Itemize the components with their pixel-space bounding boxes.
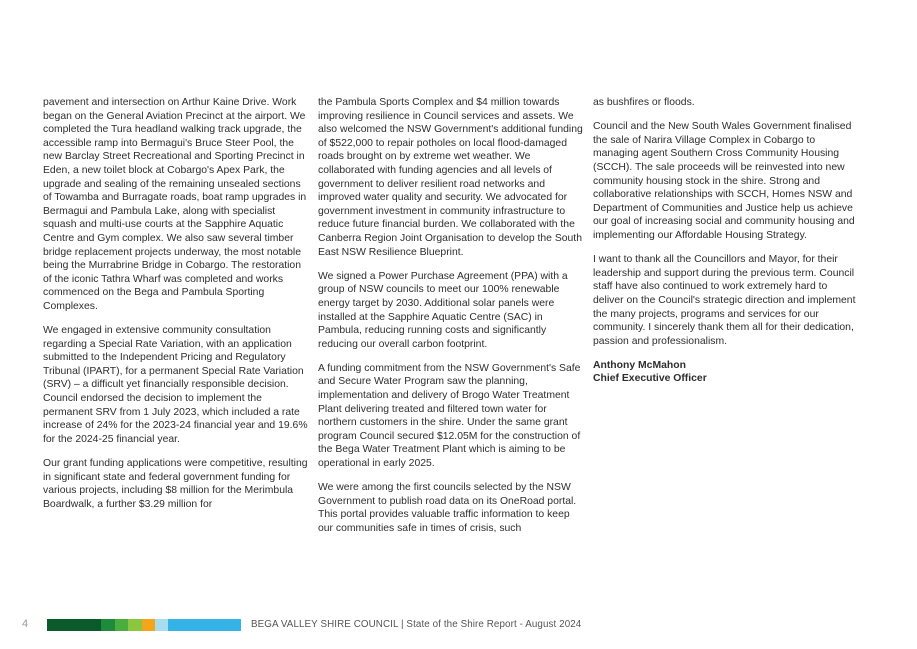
color-segment — [101, 619, 115, 631]
paragraph: We engaged in extensive community consultation regarding a Special Rate Variation, with an application submitted to the Independent Pricing and Regulatory Tribunal (IPART), for a permanent Special Rate Variation (SRV) – a difficult yet financially responsible decision. Council endorsed the decision to implement the permanent SRV from 1 July 2023, which included a rate increase of 24% for the 2023-24 financial year and 19.6% for the 2024-25 financial year. — [43, 325, 308, 445]
text-column-3 — [593, 96, 857, 386]
signature-block — [593, 359, 857, 386]
color-segment — [128, 619, 142, 631]
paragraph: as bushfires or floods. — [593, 97, 695, 108]
paragraph: We were among the first councils selected by the NSW Government to publish road data on its OneRoad portal. This portal provides valuable traffic information to keep our communities safe in times of crisis, such — [318, 482, 577, 534]
color-segment — [115, 619, 128, 631]
color-segment — [168, 619, 241, 631]
paragraph: Our grant funding applications were competitive, resulting in significant state and federal government funding for various projects, including $8 million for the Merimbula Boardwalk, a further $3.29 million for — [43, 458, 308, 510]
paragraph: We signed a Power Purchase Agreement (PPA) with a group of NSW councils to meet our 100% renewable energy target by 2030. Additional solar panels were installed at the Sapphire Aquatic Centre (SAC) in Pambula, reducing running costs and significantly reducing our overall carbon footprint. — [318, 270, 568, 350]
footer-report-title: BEGA VALLEY SHIRE COUNCIL | State of the Shire Report - August 2024 — [251, 619, 582, 630]
color-segment — [155, 619, 168, 631]
color-segment — [142, 619, 155, 631]
text-column-1 — [43, 96, 309, 522]
paragraph: the Pambula Sports Complex and $4 million towards improving resilience in Council services and assets. We also welcomed the NSW Government's additional funding of $522,000 to repair potholes on local flood-damaged roads brought on by extreme wet weather. We collaborated with funding agencies and all levels of government to deliver resilient road networks and improved water quality and security. We advocated for government investment in community infrastructure to reduce future financial burden. We collaborated with the Canberra Region Joint Organisation to develop the South East NSW Resilience Blueprint. — [318, 97, 583, 258]
signatory-title: Chief Executive Officer — [593, 373, 707, 385]
footer-color-bar — [47, 619, 241, 631]
paragraph: Council and the New South Wales Government finalised the sale of Narira Village Complex in Cobargo to managing agent Southern Cross Community Housing (SCCH). The sale proceeds will be reinvested into new community housing stock in the shire. Strong and collaborative relationships with SCCH, Homes NSW and Department of Communities and Justice help us achieve our goal of increasing social and community housing and implementing our Affordable Housing Strategy. — [593, 121, 855, 241]
page-footer — [0, 617, 917, 633]
paragraph: A funding commitment from the NSW Government's Safe and Secure Water Program saw the planning, implementation and delivery of Brogo Water Treatment Plant delivering treated and filtered town water for northern customers in the shire. Under the same grant program Council secured $12.05M for the construction of the Bega Water Treatment Plant which is aiming to be operational in early 2025. — [318, 362, 581, 470]
page-number: 4 — [22, 618, 29, 630]
signatory-name: Anthony McMahon — [593, 359, 686, 371]
color-segment — [47, 619, 101, 631]
paragraph: I want to thank all the Councillors and Mayor, for their leadership and support during the previous term. Council staff have also continued to work extremely hard to deliver on the Council's strategic direction and implement the many projects, programs and services for our community. I sincerely thank them all for their dedication, passion and professionalism. — [593, 254, 856, 347]
text-column-2 — [318, 96, 584, 546]
paragraph: pavement and intersection on Arthur Kaine Drive. Work began on the General Aviation Precinct at the airport. We completed the Tura headland walking track upgrade, the accessible ramp into Bermagui's Bruce Steer Pool, the new Barclay Street Recreational and Sporting Precinct in Eden, a new toilet block at Cobargo's Apex Park, the upgrade and sealing of the remaining unsealed sections of Towamba and Burragate roads, boat ramp upgrades in Bermagui and Pambula Lake, along with specialist squash and multi-use courts at the Sapphire Aquatic Centre and Gym complex. We also saw several timber bridge replacement projects underway, the most notable being the Murrabrine Bridge in Cobargo. The restoration of the iconic Tathra Wharf was completed and works commenced on the Bega and Pambula Sporting Complexes. — [43, 97, 307, 312]
